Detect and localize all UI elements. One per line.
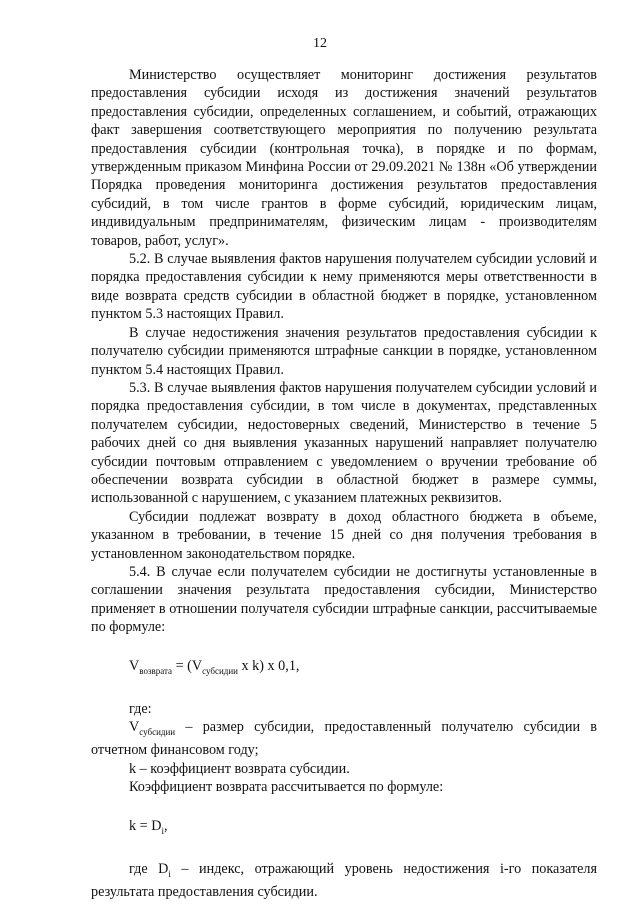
page-number: 12	[313, 36, 327, 51]
paragraph-penalty: В случае недостижения значения результатов предоставления субсидии к получателю субсидии применяются штрафные санкции в порядке, установленном пунктом 5.4 настоящих Правил.	[91, 324, 597, 378]
formula-refund: $V_{возврата} = (V_{субсидии}$ x k) x 0,1,	[129, 657, 300, 676]
paragraph-monitoring: Министерство осуществляет мониторинг достижения результатов предоставления субсидии исходя из достижения значений результатов предоставления субсидии, определенных соглашением, и событий, отражающих факт завершения соответствующего мероприятия по получению результата предоставления субсидии (контрольная точка), в порядке и по формам, утвержденным приказом Минфина России от 29.09.2021 № 138н «Об утверждении Порядка проведения мониторинга достижения результатов предоставления субсидий, в том числе грантов в форме субсидий, юридическим лицам, индивидуальным предпринимателям, физическим лицам - производителям товаров, работ, услуг».	[91, 67, 597, 249]
where-label: где:	[129, 700, 152, 717]
paragraph-5-4: 5.4. В случае если получателем субсидии не достигнуты установленные в соглашении значения результата предоставления субсидии, Министерство применяет в отношении получателя субсидии штрафные санкции, рассчитываемые по формуле:	[91, 563, 597, 636]
definition-v: $V_{субсидии}$ – размер субсидии, предоставленный получателю субсидии в отчетном финансовом году;	[91, 719, 597, 759]
document-body	[91, 66, 597, 902]
paragraph-refund: Субсидии подлежат возврату в доход областного бюджета в объеме, указанном в требовании, в течение 15 дней со дня получения требования в установленном законодательством порядке.	[91, 508, 597, 562]
formula-coefficient: $k = D_i$,	[129, 817, 168, 836]
index-definition: где $D_i$ – индекс, отражающий уровень недостижения i-го показателя результата предоставления субсидии.	[91, 860, 597, 901]
paragraph-5-3: 5.3. В случае выявления фактов нарушения получателем субсидии условий и порядка предоставления субсидии, в том числе в документах, представленных получателем субсидии, недостоверных сведений, Министерство в течение 5 рабочих дней со дня выявления указанных нарушений направляет получателю субсидии почтовым отправлением с уведомлением о вручении требование об обеспечении возврата субсидии в областной бюджет в размере суммы, использованной с нарушением, с указанием платежных реквизитов.	[91, 379, 597, 507]
definition-k: k – коэффициент возврата субсидии.	[129, 760, 350, 777]
paragraph-5-2: 5.2. В случае выявления фактов нарушения получателем субсидии условий и порядка предоставления субсидии к нему применяются меры ответственности в виде возврата средств субсидии в областной бюджет в порядке, установленном пунктом 5.3 настоящих Правил.	[91, 251, 597, 323]
coefficient-text: Коэффициент возврата рассчитывается по формуле:	[129, 779, 444, 796]
